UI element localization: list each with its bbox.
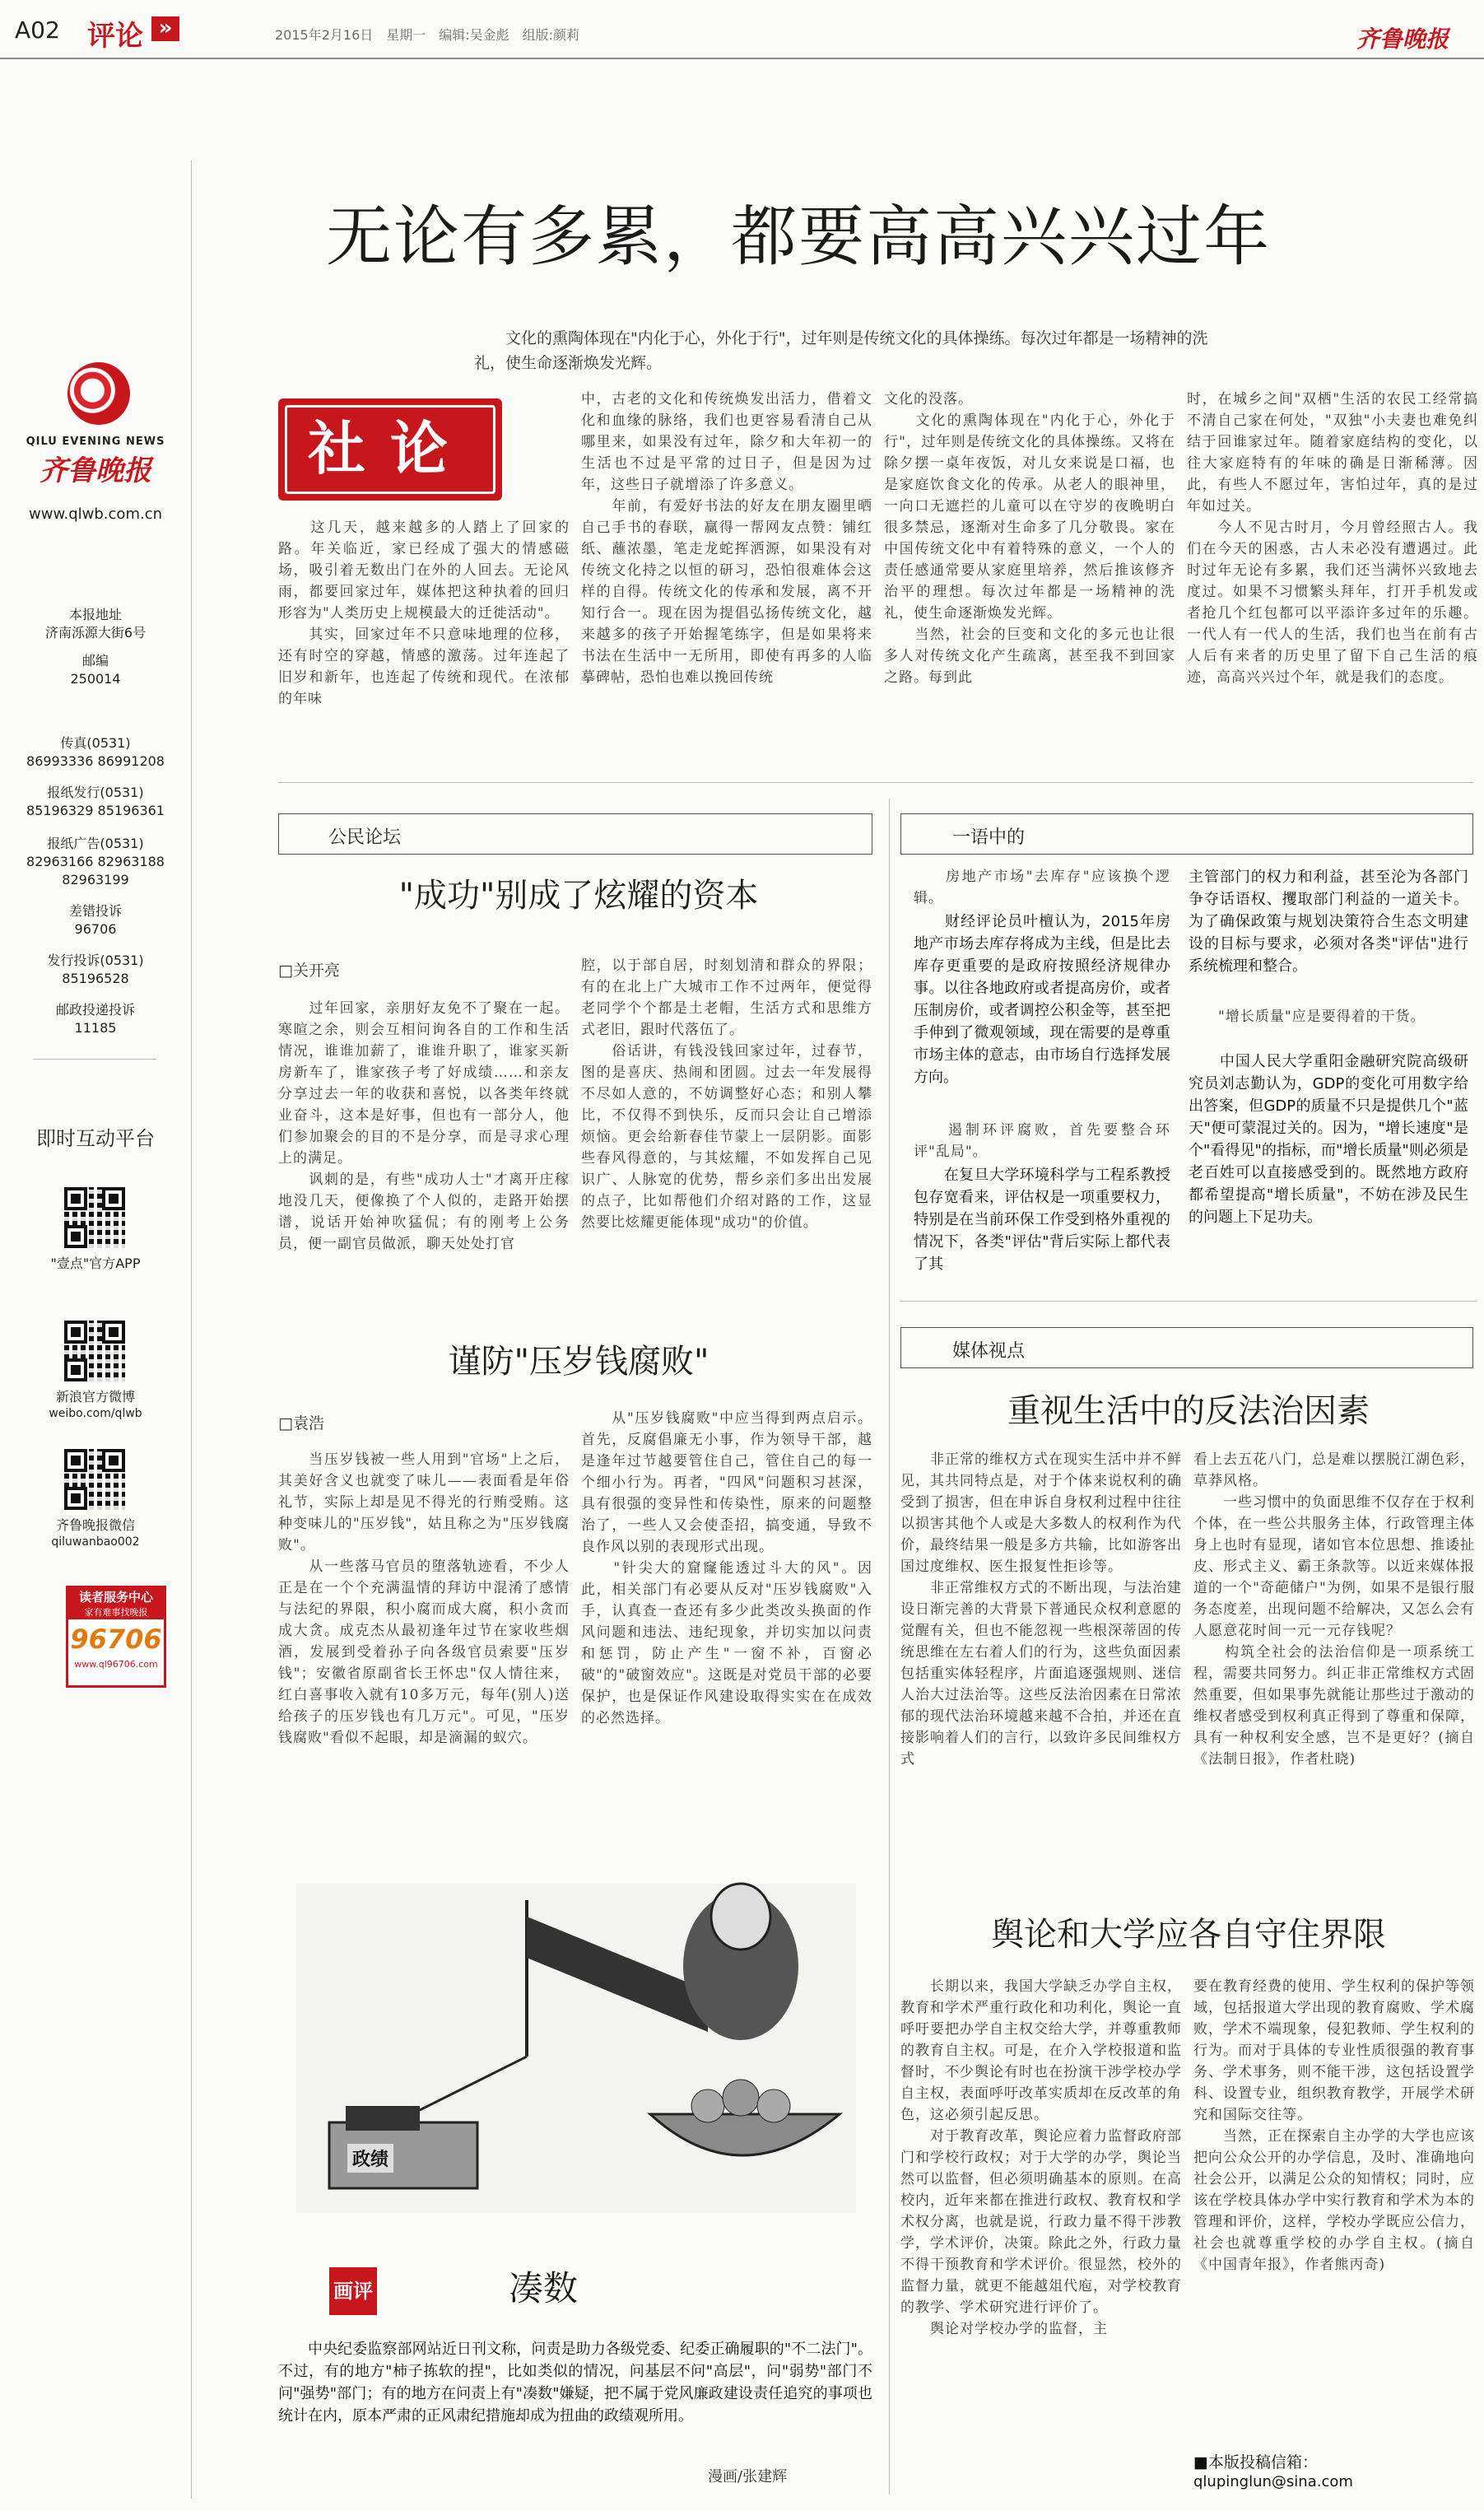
logo-chinese: 齐鲁晚报	[40, 454, 151, 487]
oneword-section-box	[900, 813, 1473, 855]
forum-section-label: 公民论坛	[320, 823, 409, 849]
postcode-label: 邮编	[81, 653, 109, 669]
address-value: 济南泺源大街6号	[44, 625, 147, 641]
reader-service-sub: 家有难事找晚报	[68, 1606, 164, 1619]
media-article1-col-1: 非正常的维权方式在现实生活中并不鲜见，其共同特点是，对于个体来说权利的确受到了损害，但在申诉自身权利过程中往往以损害其他个人或是大多数人的权利作为代价，最终结果一般是多方共输，比如游客出国过度维权、医生报复性拒诊等。 非正常维权方式的不断出现，与法治建设日渐完善的大背景下普通民众权利意愿的觉醒有关，但也不能忽视一些根深蒂固的传统思维在左右着人们的行为，这些负面因素包括重实体轻程序，片面追逐强规则、迷信人治大过法治等。这些反法治因素在日常浓郁的现代法治环境越来越不合拍，并还在直接影响着人们的言行，以致许多民间维权方式	[900, 1451, 1182, 1768]
ad-label: 报纸广告(0531)	[47, 836, 144, 851]
mail-value: 11185	[74, 1020, 117, 1036]
editorial-title: 无论有多累，都要高高兴兴过年	[326, 198, 1271, 275]
media-section-label: 媒体视点	[944, 1337, 1033, 1363]
editorial-bottom-rule	[278, 782, 1473, 783]
dist-label: 报纸发行(0531)	[47, 785, 144, 800]
media-article2-col-1: 长期以来，我国大学缺乏办学自主权，教育和学术严重行政化和功利化，舆论一直呼吁要把办学自主权交给大学，并尊重教师的教育自主权。可是，在介入学校报道和监督时，不少舆论有时也在扮演干涉学校办学自主权，表面呼吁改革实质却在反改革的角色，这必须引起反思。 对于教育改革，舆论应着力监督政府部门和学校行政权；对于大学的办学，舆论当然可以监督，但必须明确基本的原则。在高校内，近年来都在推进行政权、教育权和学术权分离，也就是说，行政力量不得干涉教学，学术评价，决策。除此之外，行政力量不得干预教育和学术评价。很显然，校外的监督力量，就更不能越俎代庖，对学校教育的教学、学术研究进行评价了。 舆论对学校办学的监督，主	[900, 1978, 1182, 2337]
oneword-body-4: 中国人民大学重阳金融研究院高级研究员刘志勤认为，GDP的变化可用数字给出答案，但GDP的质量不只是提供几个"蓝天"便可蒙混过关的。因为，"增长速度"是个"看得见"的指标，而"增长质量"则必须是老百姓可以直接感受到的。既然地方政府都希望提高"增长质量"，不妨在涉及民生的问题上下足功夫。	[1189, 1053, 1468, 1226]
cartoon-credit: 漫画/张建辉	[708, 2468, 788, 2485]
qr-weibo-icon[interactable]	[64, 1321, 125, 1381]
cartoon-drawing	[280, 1867, 872, 2229]
editorial-col-3: 文化的没落。 文化的熏陶体现在"内化于心，外化于行"，过年则是传统文化的具体操练。又将在除夕摆一桌年夜饭，对儿女来说是口福，也是家庭饮食文化的传承。从老人的眼神里，一向口无遮拦的儿童可以在守岁的夜晚明白很多禁忌，逐渐对生命多了几分敬畏。家在中国传统文化中有着特殊的意义，一个人的责任感通常要从家庭里培养，然后推该修齐治平的理想。每次过年都是一场精神的洗礼，使生命逐渐焕发光辉。 当然，社会的巨变和文化的多元也让很多人对传统文化产生疏离，甚至我不到回家之路。每到此	[884, 391, 1175, 686]
forum-article1-title: "成功"别成了炫耀的资本	[398, 877, 759, 915]
section-name: 评论	[87, 20, 143, 53]
error-value: 96706	[74, 921, 117, 937]
issue-value: 85196528	[62, 971, 129, 986]
oneword-section-label: 一语中的	[944, 823, 1033, 849]
header-rule	[0, 58, 1484, 59]
cartoon-title: 凑数	[509, 2268, 579, 2308]
page-header	[0, 0, 1484, 58]
editorial-lead: 文化的熏陶体现在"内化于心，外化于行"，过年则是传统文化的具体操练。每次过年都是一场精神的洗礼，使生命逐渐焕发光辉。	[474, 329, 1208, 372]
cartoon-label: 画评	[329, 2267, 377, 2315]
oneword-quote-2: 遏制环评腐败，首先要整合环评"乱局"。	[914, 1122, 1170, 1160]
sidebar-rule-1	[33, 1059, 156, 1060]
header-meta: 2015年2月16日 星期一 编辑:吴金彪 组版:颜莉	[275, 27, 580, 43]
media-article2-title: 舆论和大学应各自守住界限	[991, 1916, 1386, 1954]
oneword-bottom-rule	[900, 1301, 1477, 1302]
cartoon-tag: 政绩	[347, 2144, 393, 2173]
qr-wechat-id: qiluwanbao002	[51, 1535, 140, 1549]
reader-service-phone: 96706	[70, 1624, 162, 1655]
issue-label: 发行投诉(0531)	[47, 953, 144, 968]
qr-weibo-url[interactable]: weibo.com/qlwb	[49, 1407, 142, 1420]
platform-heading: 即时互动平台	[36, 1127, 155, 1150]
header-paper-name: 齐鲁晚报	[1356, 26, 1449, 53]
logo-mark-icon	[67, 362, 130, 425]
qr-app-icon[interactable]	[64, 1187, 125, 1248]
reader-service-box[interactable]	[66, 1586, 166, 1688]
media-mail-label: ■本版投稿信箱：	[1193, 2453, 1318, 2471]
fax-value: 86993336 86991208	[26, 753, 165, 769]
error-label: 差错投诉	[68, 903, 122, 919]
ad-value-2: 82963199	[62, 872, 129, 887]
address-label: 本报地址	[68, 607, 122, 622]
cartoon-text: 中央纪委监察部网站近日刊文称，问责是助力各级党委、纪委正确履职的"不二法门"。不过，有的地方"柿子拣软的捏"，比如类似的情况，问基层不问"高层"，问"弱势"部门不问"强势"部门；有的地方在问责上有"凑数"嫌疑，把不属于党风廉政建设责任追究的事项也统计在内，原本严肃的正风肃纪措施却成为扭曲的政绩观所用。	[278, 2341, 872, 2425]
forum-article2-col-2: 从"压岁钱腐败"中应当得到两点启示。首先，反腐倡廉无小事，作为领导干部，越是逢年过节越要管住自己，管住自己的每一个细小行为。再者，"四风"问题积习甚深，具有很强的变异性和传染性，原来的问题整治了，一些人又会使歪招，搞变通，导致不良作风以别的表现形式出现。 "针尖大的窟窿能透过斗大的风"。因此，相关部门有必要从反对"压岁钱腐败"入手，认真查一查还有多少此类改头换面的作风问题和违法、违纪现象，并切实加以问责和惩罚，防止产生"一窗不补，百窗必破"的"破窗效应"。这既是对党员干部的必要保护，也是保证作风建设取得实实在在成效的必然选择。	[581, 1410, 872, 1726]
qr-wechat-caption: 齐鲁晚报微信	[55, 1517, 135, 1533]
media-article1-title: 重视生活中的反法治因素	[1007, 1392, 1370, 1430]
forum-article1-author: □关开亮	[278, 962, 340, 980]
sidebar	[0, 362, 191, 2503]
cartoon-illustration	[280, 1867, 872, 2229]
qr-wechat-icon[interactable]	[64, 1449, 125, 1510]
ad-value-1: 82963166 82963188	[26, 854, 165, 869]
media-article2-col-2: 要在教育经费的使用、学生权利的保护等领域，包括报道大学出现的教育腐败、学术腐败，学术不端现象，侵犯教师、学生权利的行为。而对于具体的专业性质很强的教育事务、学术事务，则不能干涉，这包括设置学科、设置专业，组织教育教学，开展学术研究和国际交往等。 当然，正在探索自主办学的大学也应该把向公众公开的办学信息，及时、准确地向社会公开，以满足公众的知情权；同时，应该在学校具体办学中实行教育和学术为本的管理和评价，这样，学校办学既应公信力，社会也就尊重学校的办学自主权。(摘自《中国青年报》，作者熊丙奇)	[1193, 1978, 1475, 2273]
editorial-stamp-text: 社论	[285, 405, 495, 494]
website-link[interactable]: www.qlwb.com.cn	[29, 505, 162, 523]
mail-label: 邮政投递投诉	[55, 1002, 135, 1018]
qr-weibo-caption: 新浪官方微博	[55, 1389, 135, 1405]
postcode-value: 250014	[70, 671, 121, 687]
reader-service-site: www.ql96706.com	[74, 1659, 158, 1670]
editorial-col-4: 时，在城乡之间"双栖"生活的农民工经常搞不清自己家在何处，"双独"小夫妻也难免纠结于回谁家过年。随着家庭结构的变化，以往大家庭特有的年味的确是日渐稀薄。因此，有些人不愿过年，害怕过年，真的是过年如过关。 今人不见古时月，今月曾经照古人。我们在今天的困惑，古人未必没有遭遇过。此时过年无论有多累，我们还当满怀兴致地去度过。如果不习惯繁头拜年，打开手机发或者抢几个红包都可以平添许多过年的乐趣。一代人有一代人的生活，我们也当在前有古人后有来者的历史里了留下自己生活的痕迹，高高兴兴过个年，就是我们的态度。	[1187, 391, 1478, 686]
dist-value: 85196329 85196361	[26, 803, 165, 818]
oneword-body-1: 财经评论员叶檀认为，2015年房地产市场去库存将成为主线，但是比去库存更重要的是政府按照经济规律办事。以往各地政府或者提高房价，或者压制房价，或者调控公积金等，甚至把手伸到了微观领域，现在需要的是尊重市场主体的意志，由市场自行选择发展方向。	[914, 913, 1170, 1086]
editorial-col-2: 中，古老的文化和传统焕发出活力，借着文化和血缘的脉络，我们也更容易看清自己从哪里来，如果没有过年，除夕和大年初一的生活也不过是平常的过日子，但是因为过年，这些日子就增添了许多意义。 年前，有爱好书法的好友在朋友圈里晒自己手书的春联，赢得一帮网友点赞：铺红纸、蘸浓墨，笔走龙蛇挥洒源，如果没有对传统文化持之以恒的研习，恐怕很难体会这样的自得。传统文化的传承和发展，离不开知行合一。现在因为提倡弘扬传统文化，越来越多的孩子开始握笔练字，但是如果将来书法在生活中一无所用，即使有再多的人临摹碑帖，恐怕也难以挽回传统	[581, 391, 872, 686]
sidebar-divider	[191, 161, 192, 2499]
section-arrow-icon: »	[151, 16, 179, 41]
forum-section-box	[278, 813, 872, 855]
media-mail-address[interactable]: qlupinglun@sina.com	[1193, 2473, 1353, 2490]
media-article1-col-2: 看上去五花八门，总是难以摆脱江湖色彩，草莽风格。 一些习惯中的负面思维不仅存在于权利个体，在一些公共服务主体，行政管理主体身上也时有显现，诸如官本位思想、推诿扯皮、形式主义、霸王条款等。以近来媒体报道的一个"奇葩储户"为例，如果不是银行服务态度差，出现问题不给解决，又怎么会有人愿意花时间一元一元存钱呢？ 构筑全社会的法治信仰是一项系统工程，需要共同努力。纠正非正常维权方式固然重要，但如果事先就能让那些过于激动的维权者感受到权利真正得到了尊重和保障，具有一种权利安全感，岂不是更好？(摘自《法制日报》，作者杜晓)	[1193, 1451, 1475, 1768]
forum-article2-title: 谨防"压岁钱腐败"	[448, 1343, 709, 1381]
fax-label: 传真(0531)	[60, 735, 131, 751]
qr-app-caption: "壹点"官方APP	[50, 1256, 141, 1271]
oneword-body-3: 主管部门的权力和利益，甚至沦为各部门争夺话语权、攫取部门利益的一道关卡。为了确保政策与规划决策符合生态文明建设的目标与要求，必须对各类"评估"进行系统梳理和整合。	[1189, 869, 1468, 975]
column-divider	[889, 799, 890, 2495]
media-section-box	[900, 1327, 1473, 1368]
reader-service-title: 读者服务中心	[68, 1588, 164, 1606]
editorial-stamp	[278, 398, 502, 501]
section-tag	[82, 12, 247, 53]
page-number: A02	[15, 16, 60, 44]
oneword-quote-1: 房地产市场"去库存"应该换个逻辑。	[914, 869, 1170, 906]
editorial-col-1: 这几天，越来越多的人踏上了回家的路。年关临近，家已经成了强大的情感磁场，吸引着无数出门在外的人回去。无论风雨，都要回家过年，媒体把这种执着的回归形容为"人类历史上规模最大的迁徙活动"。 其实，回家过年不只意味地理的位移，还有时空的穿越，情感的激荡。过年连起了旧岁和新年，也连起了传统和现代。在浓郁的年味	[278, 519, 570, 707]
oneword-quote-3: "增长质量"应是要得着的干货。	[1189, 1009, 1426, 1025]
forum-article1-col-1: 过年回家，亲朋好友免不了聚在一起。寒暄之余，则会互相问询各自的工作和生活情况，谁谁加薪了，谁谁升职了，谁家买新房新车了，谁家孩子考了好成绩……和亲友分享过去一年的收获和喜悦，以各类年终就业奋斗，这本是好事，但也有一部分人，他们参加聚会的目的不是分享，而是寻求心理上的满足。 讽刺的是，有些"成功人士"才离开庄稼地没几天，便像换了个人似的，走路开始摆谱，说话开始神吹猛侃；有的刚考上公务员，便一副官员做派，聊天处处打官	[278, 1000, 570, 1252]
logo-english: QILU EVENING NEWS	[26, 436, 165, 448]
forum-article2-author: □袁浩	[278, 1414, 324, 1433]
forum-article1-col-2: 腔，以于部自居，时刻划清和群众的界限；有的在北上广大城市工作不过两年，便觉得老同学个个都是土老帽，生活方式和思维方式老旧，跟时代落伍了。 俗话讲，有钱没钱回家过年，过春节，图的是喜庆、热闹和团圆。过去一年发展得不尽如人意的，不妨调整好心态；和别人攀比，不仅得不到快乐，反而只会让自己增添烦恼。更会给新春佳节蒙上一层阴影。面影些春风得意的，与其炫耀，不如发挥自己见识广、人脉宽的优势，帮乡亲们多出出发展的点子，比如帮他们介绍对路的工作，这显然要比炫耀更能体现"成功"的价值。	[581, 957, 872, 1231]
oneword-body-2: 在复旦大学环境科学与工程系教授包存宽看来，评估权是一项重要权力，特别是在当前环保工作受到格外重视的情况下，各类"评估"背后实际上都代表了其	[914, 1167, 1170, 1273]
forum-article2-col-1: 当压岁钱被一些人用到"官场"上之后，其美好含义也就变了味儿——表面看是年俗礼节，实际上却是见不得光的行贿受贿。这种变味儿的"压岁钱"，姑且称之为"压岁钱腐败"。 从一些落马官员的堕落轨迹看，不少人正是在一个个充满温情的拜访中混淆了感情与法纪的界限，积小腐而成大腐，积小贪而成大贪。成克杰从最初逢年过节在家收些烟酒，发展到受着孙子向各级官员索要"压岁钱"；安徽省原副省长王怀忠"仅人情往来，红白喜事收入就有10多万元，每年(别人)送给孩子的压岁钱也有几万元"。可见，"压岁钱腐败"看似不起眼，却是滴漏的蚁穴。	[278, 1451, 570, 1746]
